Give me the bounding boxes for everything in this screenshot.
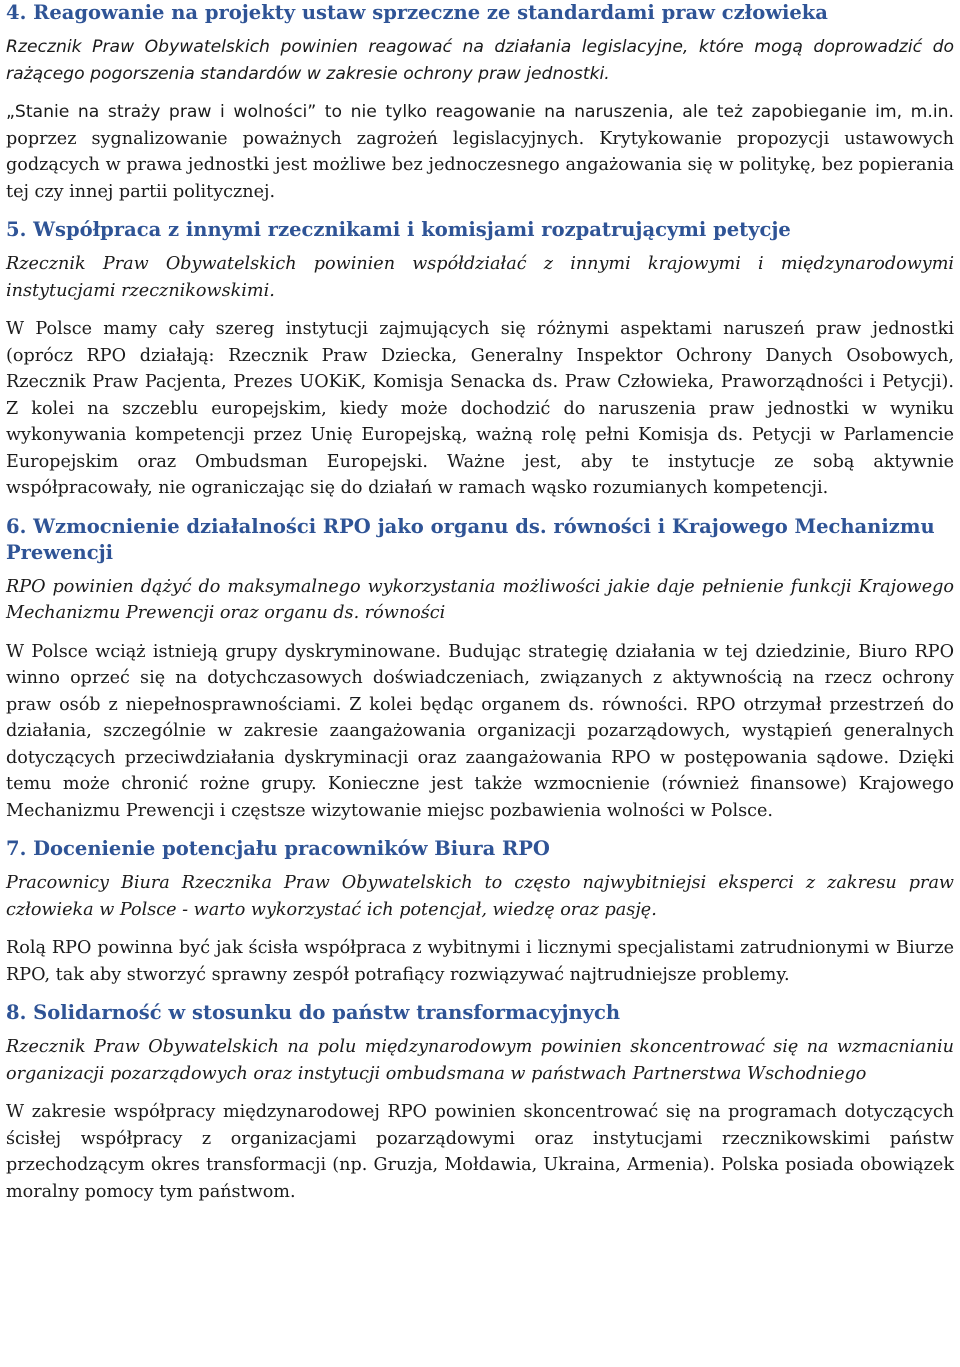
section-7-heading: 7. Docenienie potencjału pracowników Biura RPO: [6, 837, 550, 860]
section-4-body-serif: poprzez sygnalizowanie poważnych zagrożeń legislacyjnych. Krytykowanie propozycji ustawowych godzących w prawa jednostki jest możliwe bez jednoczesnego angażowania się w politykę, bez popierania tej czy innej partii politycznej.: [6, 128, 954, 202]
section-8-intro: Rzecznik Praw Obywatelskich na polu międzynarodowym powinien skoncentrować się na wzmacnianiu organizacji pozarządowych oraz instytucji ombudsmana w państwach Partnerstwa Wschodniego: [6, 1037, 954, 1084]
section-8-heading: 8. Solidarność w stosunku do państw transformacyjnych: [6, 1001, 621, 1024]
section-6-heading: 6. Wzmocnienie działalności RPO jako organu ds. równości i Krajowego Mechanizmu Prewencji: [6, 514, 935, 564]
section-6-intro: RPO powinien dążyć do maksymalnego wykorzystania możliwości jakie daje pełnienie funkcji Krajowego Mechanizmu Prewencji oraz organu ds. równości: [6, 576, 954, 623]
section-7-intro: Pracownicy Biura Rzecznika Praw Obywatelskich to często najwybitniejsi eksperci z zakresu praw człowieka w Polsce - warto wykorzystać ich potencjał, wiedzę oraz pasję.: [6, 873, 954, 920]
section-4-intro: Rzecznik Praw Obywatelskich powinien reagować na działania legislacyjne, które mogą doprowadzić do rażącego pogorszenia standardów w zakresie ochrony praw jednostki.: [6, 37, 954, 84]
section-5-intro: Rzecznik Praw Obywatelskich powinien współdziałać z innymi krajowymi i międzynarodowymi instytucjami rzecznikowskimi.: [6, 254, 954, 301]
section-8-body: W zakresie współpracy międzynarodowej RPO powinien skoncentrować się na programach dotyczących ścisłej współpracy z organizacjami pozarządowymi oraz instytucjami rzecznikowskimi państw przechodzącym okres transformacji (np. Gruzja, Mołdawia, Ukraina, Armenia). Polska posiada obowiązek moralny pomocy tym państwom.: [6, 1102, 954, 1202]
section-4-body-sans: „Stanie na straży praw i wolności” to nie tylko reagowanie na naruszenia, ale też zapobieganie im, m.in.: [6, 102, 954, 122]
section-5-heading: 5. Współpraca z innymi rzecznikami i komisjami rozpatrującymi petycje: [6, 218, 791, 241]
section-5-body: W Polsce mamy cały szereg instytucji zajmujących się różnymi aspektami naruszeń praw jednostki (oprócz RPO działają: Rzecznik Praw Dziecka, Generalny Inspektor Ochrony Danych Osobowych, Rzecznik Praw Pacjenta, Prezes UOKiK, Komisja Senacka ds. Praw Człowieka, Praworządności i Petycji). Z kolei na szczeblu europejskim, kiedy może dochodzić do naruszenia praw jednostki w wyniku wykonywania kompetencji przez Unię Europejską, ważną rolę pełni Komisja ds. Petycji w Parlamencie Europejskim oraz Ombudsman Europejski. Ważne jest, aby te instytucje ze sobą aktywnie współpracowały, nie ograniczając się do działań w ramach wąsko rozumianych kompetencji.: [6, 319, 954, 498]
section-6-body: W Polsce wciąż istnieją grupy dyskryminowane. Budując strategię działania w tej dziedzinie, Biuro RPO winno oprzeć się na dotychczasowych doświadczeniach, związanych z aktywnością na rzecz ochrony praw osób z niepełnosprawnościami. Z kolei będąc organem ds. równości. RPO otrzymał przestrzeń do działania, szczególnie w zakresie zaangażowania organizacji pozarządowych, wystąpień generalnych dotyczących przeciwdziałania dyskryminacji oraz zaangażowania RPO w postępowania sądowe. Dzięki temu może chronić rożne grupy. Konieczne jest także wzmocnienie (również finansowe) Krajowego Mechanizmu Prewencji i częstsze wizytowanie miejsc pozbawienia wolności w Polsce.: [6, 641, 954, 821]
document-page: [6, 0, 954, 1217]
section-4-body: [6, 99, 954, 205]
section-7-body: Rolą RPO powinna być jak ścisła współpraca z wybitnymi i licznymi specjalistami zatrudnionymi w Biurze RPO, tak aby stworzyć sprawny zespół potrafiący rozwiązywać najtrudniejsze problemy.: [6, 938, 954, 985]
section-4-heading: 4. Reagowanie na projekty ustaw sprzeczne ze standardami praw człowieka: [6, 1, 828, 24]
